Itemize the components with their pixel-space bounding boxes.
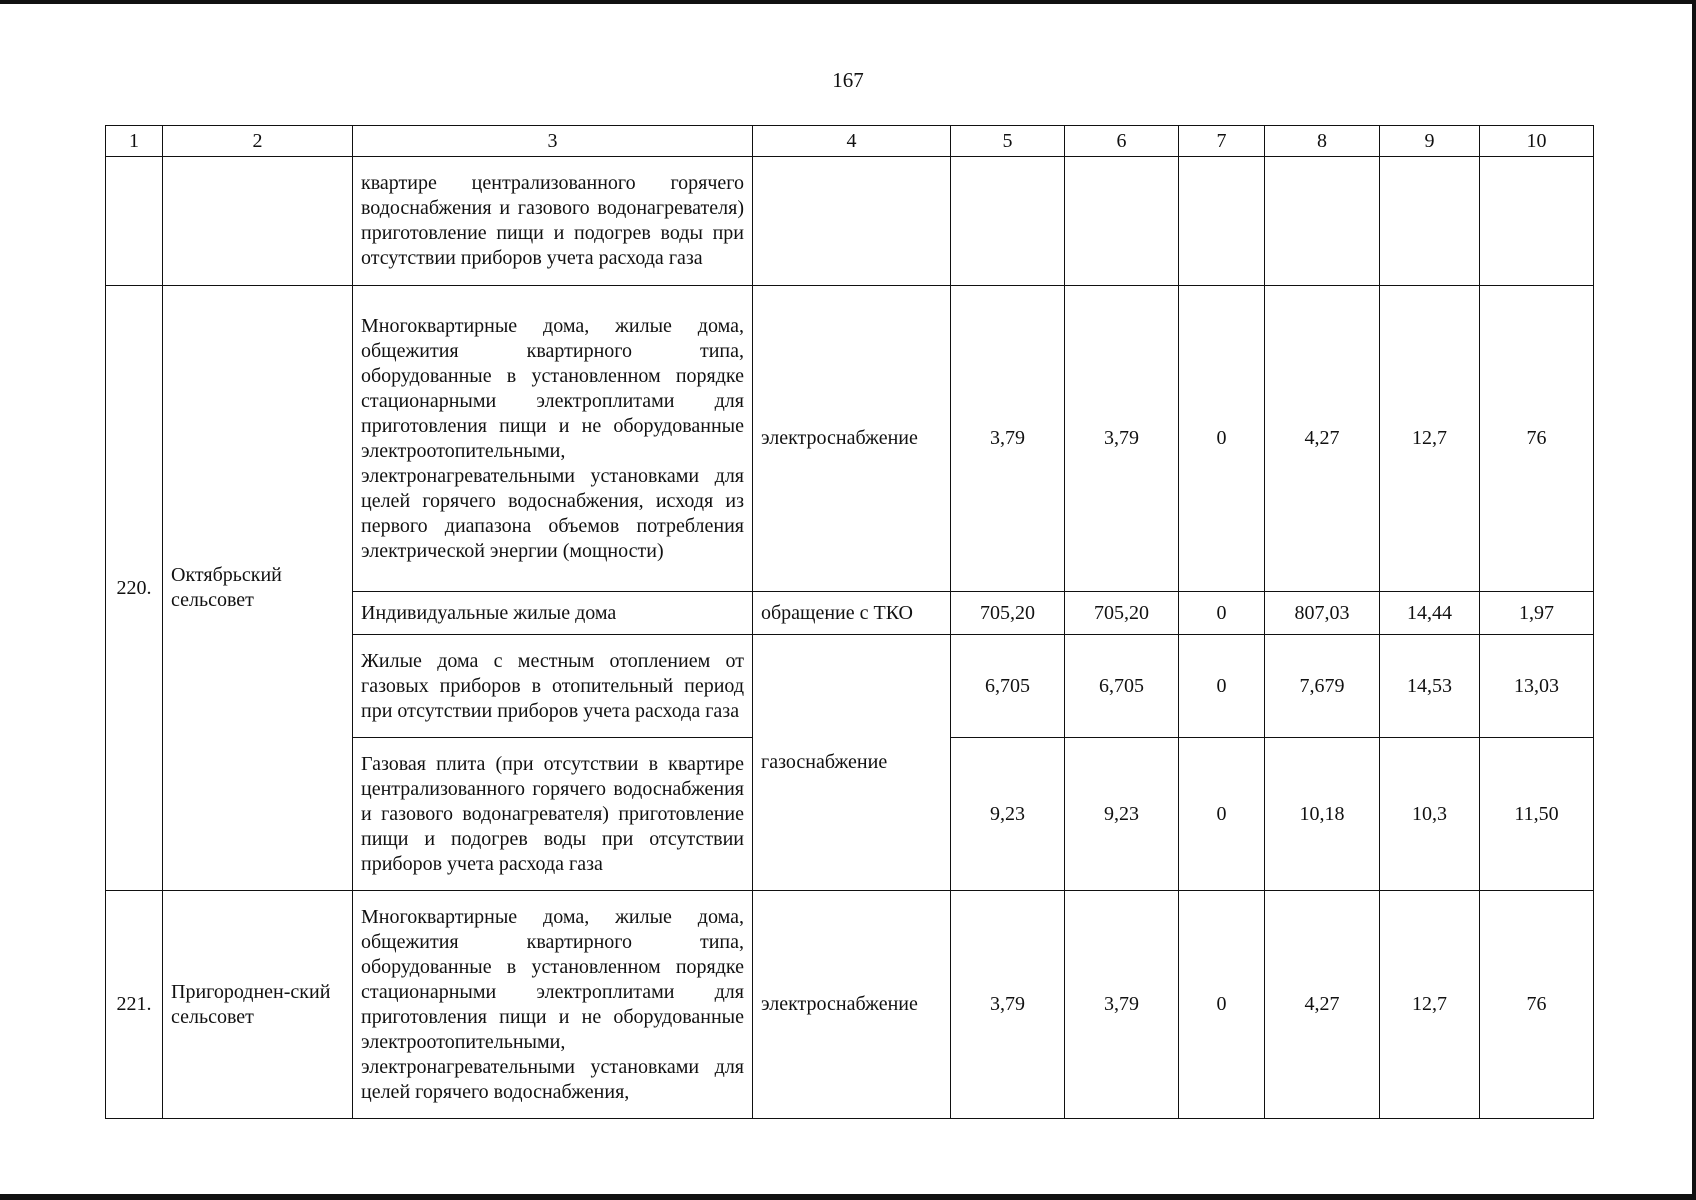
value-cell: 4,27 bbox=[1265, 286, 1380, 592]
value-cell: 76 bbox=[1480, 286, 1594, 592]
value-cell: 3,79 bbox=[1065, 891, 1179, 1119]
page-number: 167 bbox=[832, 68, 864, 92]
value-cell: 6,705 bbox=[1065, 635, 1179, 738]
place-cell: Октябрьский сельсовет bbox=[163, 286, 353, 891]
header-row bbox=[106, 126, 1594, 157]
value-cell: 14,44 bbox=[1380, 592, 1480, 635]
tariff-table bbox=[105, 125, 1594, 1119]
place-cell bbox=[163, 157, 353, 286]
header-col-2: 2 bbox=[163, 126, 353, 157]
value-cell bbox=[1179, 157, 1265, 286]
header-col-8: 8 bbox=[1265, 126, 1380, 157]
value-cell: 12,7 bbox=[1380, 286, 1480, 592]
value-cell bbox=[1265, 157, 1380, 286]
value-cell bbox=[1065, 157, 1179, 286]
service-cell: обращение с ТКО bbox=[753, 592, 951, 635]
description-cell: Многоквартирные дома, жилые дома, общежития квартирного типа, оборудованные в установленном порядке стационарными электроплитами для приготовления пищи и не оборудованные электроотопительными, электронагревательными установками для целей горячего водоснабжения, bbox=[353, 891, 753, 1119]
description-cell: Жилые дома с местным отоплением от газовых приборов в отопительный период при отсутствии приборов учета расхода газа bbox=[353, 635, 753, 738]
header-col-10: 10 bbox=[1480, 126, 1594, 157]
table-row bbox=[106, 891, 1594, 1119]
value-cell: 11,50 bbox=[1480, 738, 1594, 891]
value-cell: 9,23 bbox=[951, 738, 1065, 891]
value-cell: 705,20 bbox=[1065, 592, 1179, 635]
value-cell: 3,79 bbox=[951, 891, 1065, 1119]
value-cell: 3,79 bbox=[1065, 286, 1179, 592]
value-cell: 7,679 bbox=[1265, 635, 1380, 738]
value-cell: 0 bbox=[1179, 286, 1265, 592]
header-col-7: 7 bbox=[1179, 126, 1265, 157]
value-cell: 0 bbox=[1179, 891, 1265, 1119]
value-cell: 0 bbox=[1179, 738, 1265, 891]
description-cell: Многоквартирные дома, жилые дома, общежития квартирного типа, оборудованные в установленном порядке стационарными электроплитами для приготовления пищи и не оборудованные электроотопительными, электронагревательными установками для целей горячего водоснабжения, исходя из первого диапазона объемов потребления электрической энергии (мощности) bbox=[353, 286, 753, 592]
value-cell: 807,03 bbox=[1265, 592, 1380, 635]
description-cell: квартире централизованного горячего водоснабжения и газового водонагревателя) приготовление пищи и подогрев воды при отсутствии приборов учета расхода газа bbox=[353, 157, 753, 286]
service-cell: электроснабжение bbox=[753, 891, 951, 1119]
row-number-cell: 221. bbox=[106, 891, 163, 1119]
value-cell: 13,03 bbox=[1480, 635, 1594, 738]
description-cell: Газовая плита (при отсутствии в квартире централизованного горячего водоснабжения и газового водонагревателя) приготовление пищи и подогрев воды при отсутствии приборов учета расхода газа bbox=[353, 738, 753, 891]
row-number-cell bbox=[106, 157, 163, 286]
scan-border-top bbox=[0, 0, 1696, 4]
value-cell: 10,3 bbox=[1380, 738, 1480, 891]
value-cell: 9,23 bbox=[1065, 738, 1179, 891]
value-cell: 3,79 bbox=[951, 286, 1065, 592]
scan-border-right bbox=[1692, 0, 1696, 1200]
value-cell: 12,7 bbox=[1380, 891, 1480, 1119]
value-cell: 705,20 bbox=[951, 592, 1065, 635]
service-cell bbox=[753, 157, 951, 286]
value-cell: 14,53 bbox=[1380, 635, 1480, 738]
value-cell: 1,97 bbox=[1480, 592, 1594, 635]
value-cell: 0 bbox=[1179, 635, 1265, 738]
header-col-1: 1 bbox=[106, 126, 163, 157]
row-number-cell: 220. bbox=[106, 286, 163, 891]
value-cell bbox=[951, 157, 1065, 286]
header-col-9: 9 bbox=[1380, 126, 1480, 157]
value-cell bbox=[1380, 157, 1480, 286]
scan-border-bottom bbox=[0, 1194, 1696, 1200]
value-cell: 10,18 bbox=[1265, 738, 1380, 891]
value-cell: 6,705 bbox=[951, 635, 1065, 738]
value-cell bbox=[1480, 157, 1594, 286]
value-cell: 0 bbox=[1179, 592, 1265, 635]
header-col-5: 5 bbox=[951, 126, 1065, 157]
table-row bbox=[106, 157, 1594, 286]
service-cell: газоснабжение bbox=[753, 635, 951, 891]
header-col-3: 3 bbox=[353, 126, 753, 157]
value-cell: 76 bbox=[1480, 891, 1594, 1119]
table-row bbox=[106, 286, 1594, 592]
header-col-4: 4 bbox=[753, 126, 951, 157]
description-cell: Индивидуальные жилые дома bbox=[353, 592, 753, 635]
value-cell: 4,27 bbox=[1265, 891, 1380, 1119]
place-cell: Пригороднен-ский сельсовет bbox=[163, 891, 353, 1119]
service-cell: электроснабжение bbox=[753, 286, 951, 592]
header-col-6: 6 bbox=[1065, 126, 1179, 157]
